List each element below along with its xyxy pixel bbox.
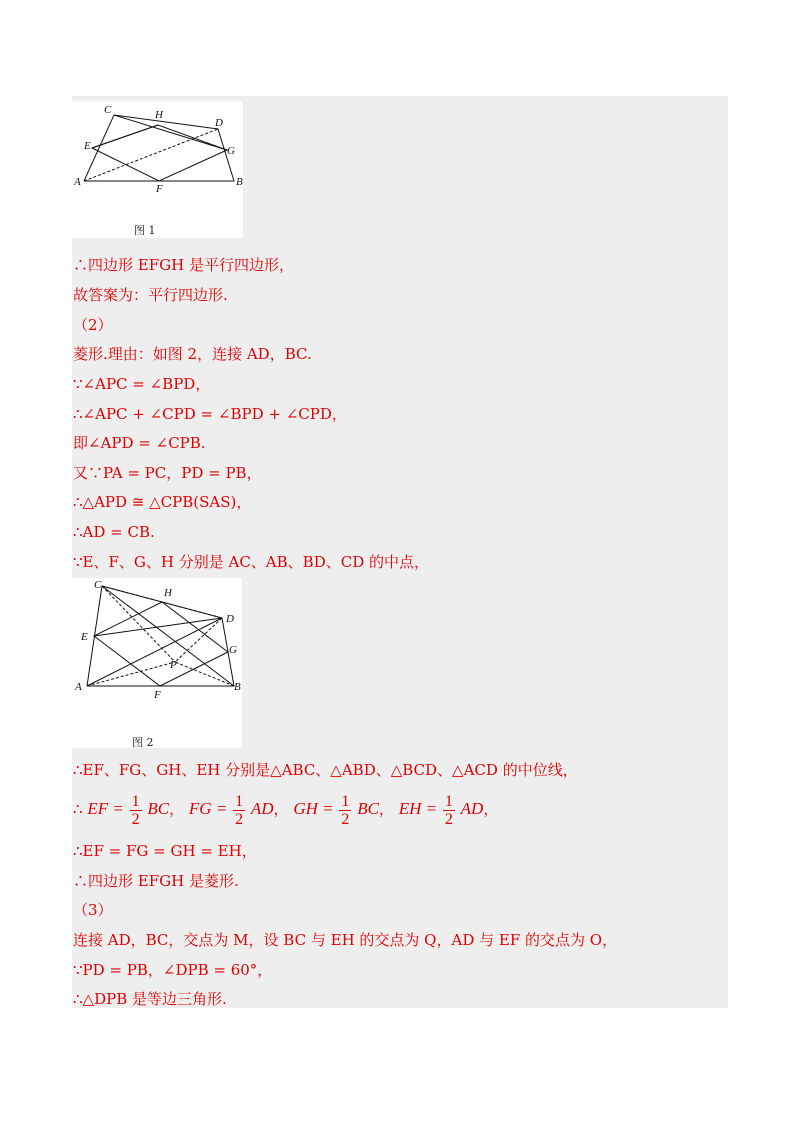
text-line-17: 连接 AD，BC，交点为 M，设 BC 与 EH 的交点为 Q，AD 与 EF 的交点为 O， [73,931,618,949]
equation-fg: FG = $\frac{1}{2}$ AD， [188,792,289,828]
text-line-15: ∴四边形 EFGH 是菱形. [73,872,239,890]
label-h: H [164,587,172,599]
label-f: F [154,689,161,701]
text-line-7: 即∠APD = ∠CPB. [73,434,206,452]
text-line-6: ∴∠APC + ∠CPD = ∠BPD + ∠CPD， [73,405,347,423]
label-e: E [81,631,88,643]
label-h: H [155,109,163,121]
therefore-symbol: ∴ [73,800,83,818]
equation-eh: EH = $\frac{1}{2}$ AD， [398,792,499,828]
figure-2-diagram [72,578,242,748]
text-line-16: （3） [73,901,113,919]
text-line-18: ∵PD = PB，∠DPB = 60°， [73,961,273,979]
label-f: F [156,183,163,195]
text-line-1: ∴四边形 EFGH 是平行四边形， [73,256,294,274]
label-p: P [170,659,177,671]
text-line-14: ∴EF = FG = GH = EH， [73,842,257,860]
label-d: D [215,117,223,129]
figure-2 [72,578,242,748]
label-a: A [74,176,81,188]
label-e: E [84,140,91,152]
equation-ef: EF = $\frac{1}{2}$ BC， [87,792,185,828]
equation-gh: GH = $\frac{1}{2}$ BC， [293,792,394,828]
text-line-2: 故答案为：平行四边形. [73,286,228,304]
label-d: D [226,613,234,625]
figure-1 [72,101,243,238]
segment-dp [175,618,222,662]
text-line-12: ∴EF、FG、GH、EH 分别是△ABC、△ABD、△BCD、△ACD 的中位线， [73,761,578,779]
figure-2-caption: 图 2 [132,736,154,749]
label-g: G [227,145,235,157]
text-line-10: ∴AD = CB. [73,523,155,541]
text-line-3: （2） [73,316,113,334]
segment-ad [87,618,222,686]
text-line-9: ∴△APD ≅ △CPB(SAS)， [73,493,252,511]
label-a: A [75,681,82,693]
segment-cb [102,586,234,686]
label-g: G [229,644,237,656]
text-line-4: 菱形.理由：如图 2，连接 AD，BC. [73,345,312,363]
label-b: B [236,176,243,188]
text-line-13 [73,790,498,828]
text-line-19: ∴△DPB 是等边三角形. [73,990,227,1008]
segment-ap [87,662,175,686]
label-c: C [94,579,102,591]
text-line-11: ∵E、F、G、H 分别是 AC、AB、BD、CD 的中点， [73,553,429,571]
outer-quadrilateral [87,586,234,686]
label-c: C [104,104,112,116]
label-b: B [234,681,241,693]
text-line-8: 又∵PA = PC，PD = PB， [73,464,262,482]
figure-1-caption: 图 1 [134,224,156,237]
text-line-5: ∵∠APC = ∠BPD， [73,375,211,393]
figure-1-diagram [72,101,243,238]
